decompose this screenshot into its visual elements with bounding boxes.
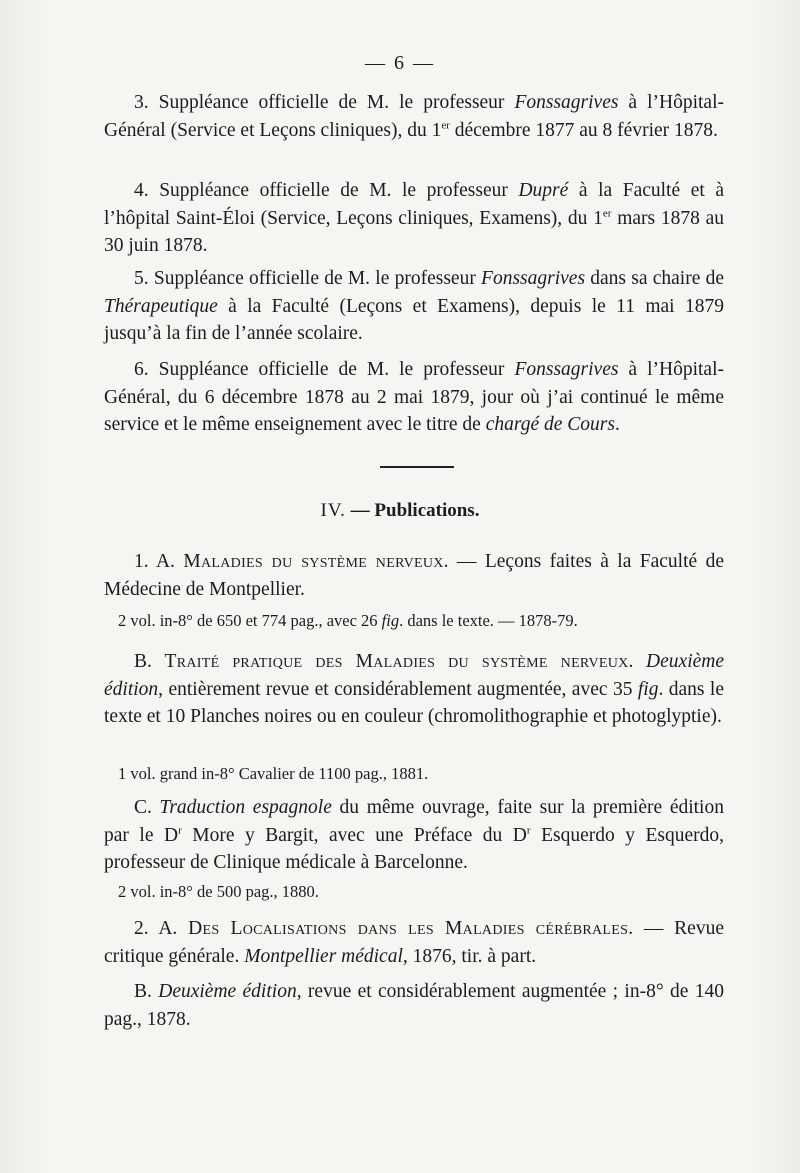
pub-1a-ref [118, 610, 578, 632]
pub-1c-title: Traduction espagnole [159, 797, 332, 818]
pub-1b-rest: . [628, 651, 647, 672]
pub-1c-text-a: du même ouvrage, faite sur la première édition par le D [104, 797, 724, 846]
item-6-text-c: à l’Hôpital-Général, du 6 décembre 1878 au 2 mai 1879, jour où j’ai continué le même service et le même enseignement avec le titre de [104, 359, 724, 435]
pub-1c [104, 794, 724, 877]
item-4-text-d: mars 1878 au 30 juin 1878. [104, 207, 725, 256]
pub-1a-title: Maladies du système nerveux [183, 551, 444, 572]
pub-1a [104, 548, 724, 603]
item-4 [104, 177, 724, 260]
item-3-text-c: à l’Hôpital-Général (Service et Leçons cliniques), du 1 [104, 92, 724, 141]
item-4-sup: er [602, 207, 612, 219]
item-4-text-a: 4. Suppléance officielle de M. le professeur [134, 180, 519, 201]
pub-1c-prefix: C. [134, 797, 160, 818]
item-6-title: chargé de Cours [485, 414, 615, 435]
item-5-subject: Thérapeutique [104, 295, 218, 317]
item-5-text-c: dans sa chaire de [585, 268, 724, 289]
pub-1c-sup-1: r [178, 824, 182, 836]
item-6-name: Fonssagrives [514, 359, 619, 380]
pub-2a-prefix: 2. A. [134, 918, 189, 939]
pub-2b-rest: , revue et considérablement augmentée ; in-8° de 140 pag., 1878. [104, 981, 724, 1030]
item-5-text-a: 5. Suppléance officielle de M. le professeur [134, 268, 482, 289]
pub-1b-ref: 1 vol. grand in-8° Cavalier de 1100 pag., 1881. [118, 764, 429, 783]
pub-1c-text-b: More y Bargit, avec une Préface du D [181, 824, 527, 846]
pub-2b [104, 978, 724, 1033]
pub-1a-prefix: 1. A. [134, 551, 184, 572]
pub-2a-text-a: . — Revue critique générale. [104, 918, 724, 967]
item-3-text-d: décembre 1877 au 8 février 1878. [449, 119, 718, 141]
pub-1a-rest: . — Leçons faites à la Faculté de Médecine de Montpellier. [104, 551, 724, 600]
pub-1b-end: . dans le texte et 10 Planches noires ou en couleur (chromolithographie et photoglyptie). [104, 678, 724, 727]
pub-1b-prefix: B. [134, 651, 165, 672]
section-number: IV. [320, 500, 346, 521]
item-3-sup: er [441, 119, 450, 131]
pub-1b-text: , entièrement revue et considérablement augmentée, avec 35 [158, 678, 638, 700]
pub-2a [104, 915, 724, 970]
item-5-name: Fonssagrives [481, 268, 586, 289]
item-5 [104, 265, 724, 348]
pub-2a-title: Des Localisations dans les Maladies cérébrales [188, 918, 629, 939]
item-6-text-e: . [614, 414, 620, 435]
page-number: — 6 — [365, 52, 435, 74]
item-3-name: Fonssagrives [514, 92, 619, 113]
item-3 [104, 89, 724, 144]
pub-1b-fig: fig [637, 678, 659, 700]
pub-2a-journal: Montpellier médical [244, 945, 403, 967]
ref-1-text-a: 2 vol. in-8° de 650 et 774 pag., avec 26 [118, 611, 382, 630]
item-4-name: Dupré [518, 180, 569, 201]
pub-1c-sup-2: r [526, 824, 531, 836]
item-3-text-a: 3. Suppléance officielle de M. le professeur [134, 92, 515, 113]
section-heading [0, 500, 800, 522]
ref-1-fig: fig [381, 611, 400, 630]
pub-1b-title: Traité pratique des Maladies du système nerveux [164, 651, 629, 672]
section-divider [380, 466, 454, 468]
pub-1b-edition: Deuxième édition [104, 651, 724, 700]
item-6 [104, 356, 724, 439]
ref-1-text-c: . dans le texte. — 1878-79. [399, 611, 578, 630]
pub-1c-text-c: Esquerdo y Esquerdo, professeur de Clinique médicale à Barcelonne. [104, 824, 724, 873]
pub-1b [104, 648, 724, 731]
pub-2b-edition: Deuxième édition [158, 981, 297, 1002]
pub-2a-text-b: , 1876, tir. à part. [402, 945, 537, 967]
pub-1c-ref: 2 vol. in-8° de 500 pag., 1880. [118, 882, 319, 901]
section-title: — Publications. [345, 500, 480, 521]
item-4-text-c: à la Faculté et à l’hôpital Saint-Éloi (Service, Leçons cliniques, Examens), du 1 [104, 180, 724, 229]
item-6-text-a: 6. Suppléance officielle de M. le professeur [134, 359, 515, 380]
pub-2b-prefix: B. [134, 981, 159, 1002]
item-5-text-e: à la Faculté (Leçons et Examens), depuis le 11 mai 1879 jusqu’à la fin de l’année scolaire. [104, 295, 724, 344]
